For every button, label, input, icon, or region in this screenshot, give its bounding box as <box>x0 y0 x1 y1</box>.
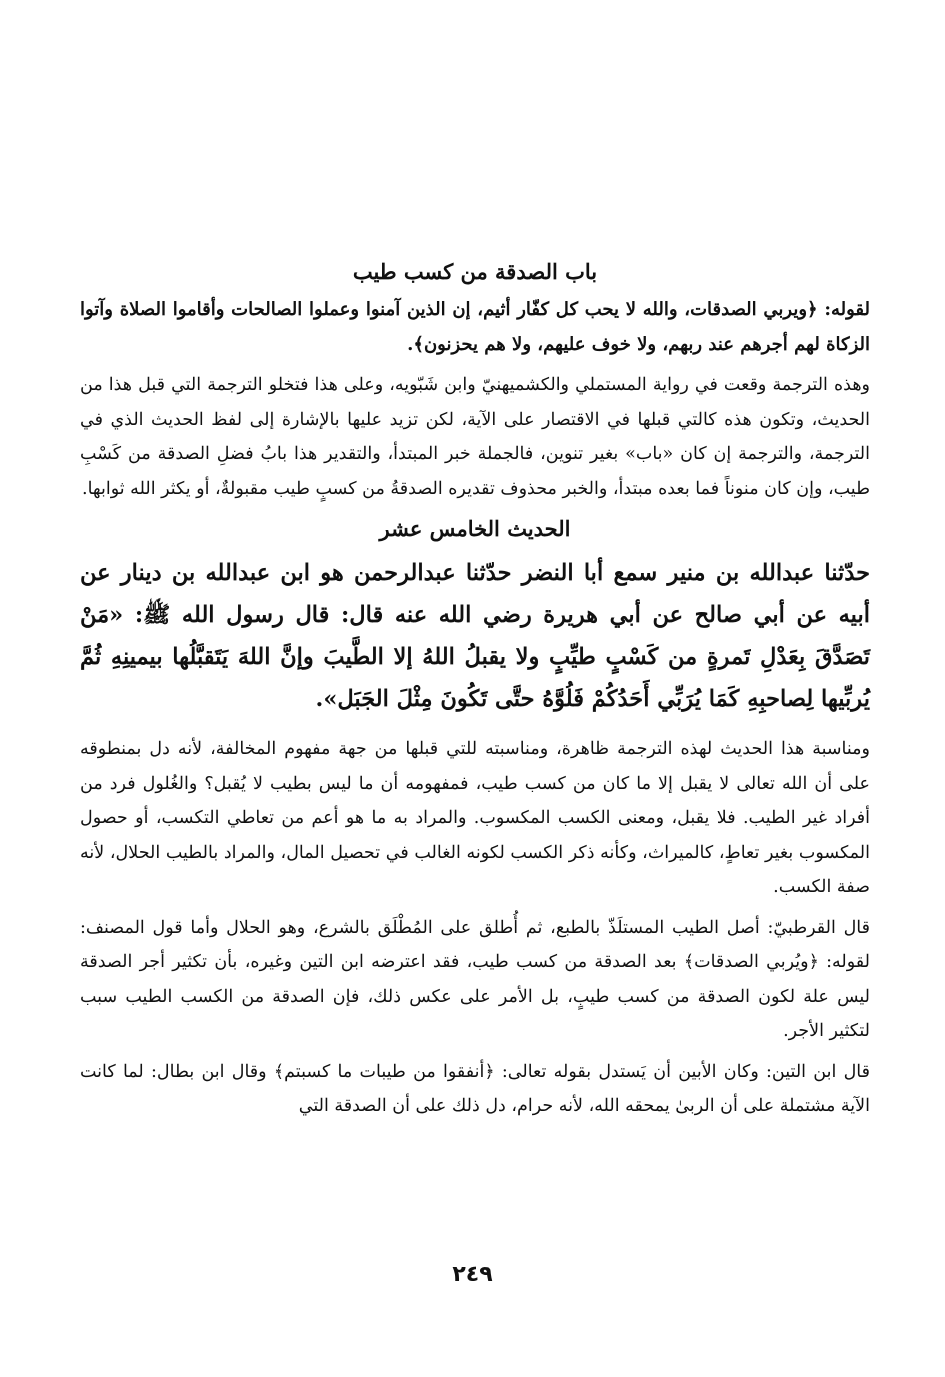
commentary-paragraph-2: ومناسبة هذا الحديث لهذه الترجمة ظاهرة، ومناسبته للتي قبلها من جهة مفهوم المخالفة، لأنه دل بمنطوقه على أن الله تعالى لا يقبل إلا ما كان من كسب طيب، فمفهومه أن ما ليس بطيب لا يُقبل؟ والغُلول فرد من أفراد غير الطيب. فلا يقبل، ومعنى الكسب المكسوب. والمراد به ما هو أعم من تعاطي التكسب، أو حصول المكسوب بغير تعاطٍ، كالميراث، وكأنه ذكر الكسب لكونه الغالب في تحصيل المال، والمراد بالطيب الحلال، لأنه صفة الكسب. <box>80 739 870 897</box>
commentary-paragraph-3: قال القرطبيّ: أصل الطيب المستلَذّ بالطبع، ثم أُطلق على المُطْلَق بالشرع، وهو الحلال وأما قول المصنف: لقوله: ﴿ويُربي الصدقات﴾ بعد الصدقة من كسب طيب، فقد اعترضه ابن التين وغيره، بأن تكثير أجر الصدقة ليس علة لكون الصدقة من كسب طيبٍ، بل الأمر على عكس ذلك، فإن الصدقة من الكسب الطيب سبب لتكثير الأجر. <box>80 917 870 1041</box>
commentary-paragraph-1: وهذه الترجمة وقعت في رواية المستملي والكشميهنيّ وابن شَبّويه، وعلى هذا فتخلو الترجمة التي قبل هذا من الحديث، وتكون هذه كالتي قبلها في الاقتصار على الآية، لكن تزيد عليها بالإشارة إلى لفظ الحديث الذي في الترجمة، والترجمة إن كان «باب» بغير تنوين، فالجملة خبر المبتدأ، والتقدير هذا بابُ فضلِ الصدقة من كَسْبِ طيب، وإن كان منوناً فما بعده مبتدأ، والخبر محذوف تقديره الصدقةُ من كسبٍ طيب مقبولةٌ، أو يكثر الله ثوابها. <box>80 375 870 499</box>
commentary-paragraph-4: قال ابن التين: وكان الأبين أن يَستدل بقوله تعالى: ﴿أنفقوا من طيبات ما كسبتم﴾ وقال ابن بطال: لما كانت الآية مشتملة على أن الربىٰ يمحقه الله، لأنه حرام، دل ذلك على أن الصدقة التي <box>80 1061 870 1116</box>
page-number: ٢٤٩ <box>452 1262 493 1287</box>
hadith-subheading: الحديث الخامس عشر <box>379 516 571 541</box>
hadith-text: حدّثنا عبدالله بن منير سمع أبا النضر حدّثنا عبدالرحمن هو ابن عبدالله بن دينار عن أبيه عن أبي صالح عن أبي هريرة رضي الله عنه قال: قال رسول الله ﷺ: «مَنْ تَصَدَّقَ بِعَدْلِ تَمرةٍ من كَسْبٍ طيِّبٍ ولا يقبلُ اللهُ إلا الطَّيبَ وإنَّ اللهَ يَتَقبَّلُها بيمينِهِ ثُمَّ يُربِّيها لِصاحبِهِ كَمَا يُرَبِّي أَحَدُكُمْ فَلُوَّهُ حتَّى تَكُونَ مِثْلَ الجَبَل». <box>80 560 870 712</box>
page-body <box>80 255 870 1130</box>
chapter-heading: باب الصدقة من كسب طيب <box>352 259 598 284</box>
verse-paragraph: لقوله: ﴿ويربي الصدقات، والله لا يحب كل كفّار أثيم، إن الذين آمنوا وعملوا الصالحات وأقاموا الصلاة وآتوا الزكاة لهم أجرهم عند ربهم، ولا خوف عليهم، ولا هم يحزنون﴾. <box>80 299 870 355</box>
